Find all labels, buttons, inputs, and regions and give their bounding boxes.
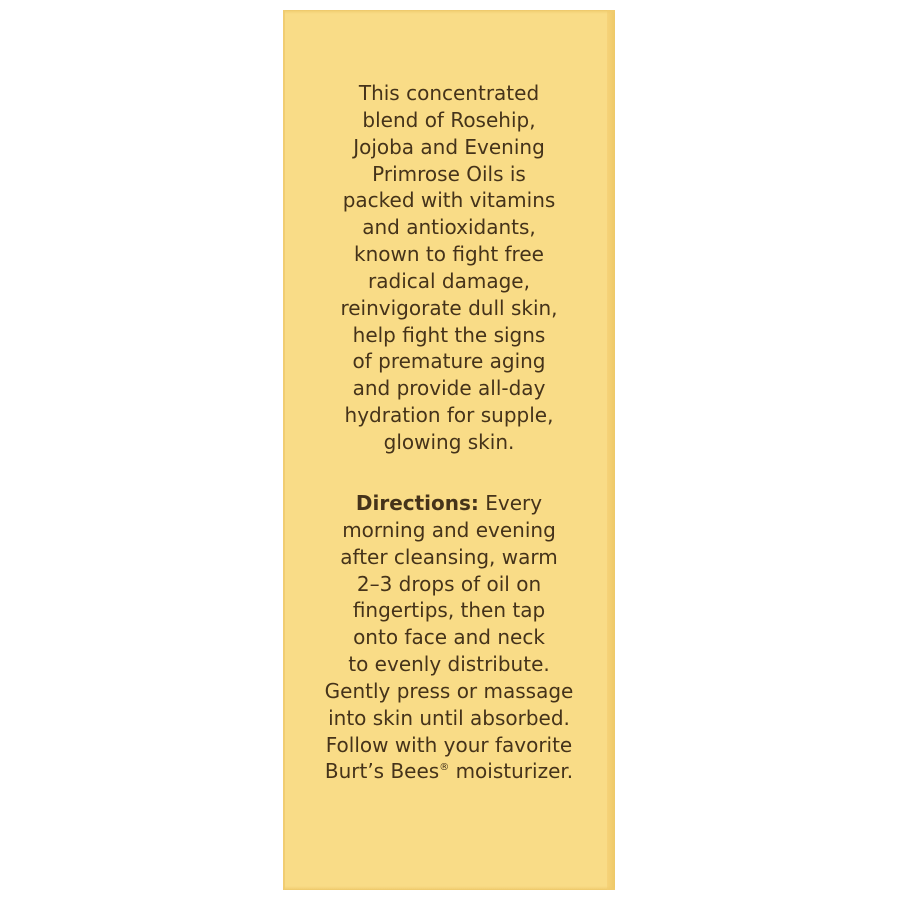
directions-last-line <box>283 758 615 785</box>
panel-top-edge <box>283 10 615 14</box>
directions-line: morning and evening <box>342 517 556 542</box>
description-line: radical damage, <box>368 268 530 293</box>
description-line: known to fight free <box>354 242 544 267</box>
description-line: packed with vitamins <box>342 188 556 213</box>
panel-bottom-edge <box>283 886 615 890</box>
description-line: Jojoba and Evening <box>353 134 545 159</box>
directions-line: Follow with your favorite <box>325 732 573 757</box>
directions-heading: Directions: <box>355 491 479 515</box>
description-line: and antioxidants, <box>362 215 536 240</box>
description-line: glowing skin. <box>383 429 515 454</box>
directions-line: after cleansing, warm <box>340 544 558 569</box>
description-line: help fight the signs <box>352 322 546 347</box>
description-line: This concentrated <box>358 81 540 105</box>
directions-line: 2–3 drops of oil on <box>356 571 542 596</box>
description-line: blend of Rosehip, <box>362 107 536 132</box>
registered-mark: ® <box>439 762 450 774</box>
description-line: Primrose Oils is <box>372 161 526 186</box>
description-line: reinvigorate dull skin, <box>340 295 558 320</box>
directions-line: fingertips, then tap <box>352 598 546 623</box>
package-side-panel <box>283 10 615 890</box>
description-line: of premature aging <box>352 349 546 374</box>
directions-first-line <box>283 490 615 517</box>
directions-line: onto face and neck <box>353 625 545 650</box>
description-line: and provide all-day <box>352 376 546 401</box>
directions-line: into skin until absorbed. <box>328 705 570 730</box>
brand-name: Burt’s Bees <box>324 759 440 784</box>
directions-line: to evenly distribute. <box>348 652 550 677</box>
directions-text: Every <box>478 491 543 515</box>
directions-line: Gently press or massage <box>324 678 574 703</box>
product-directions <box>283 490 615 785</box>
directions-text: moisturizer. <box>449 759 574 784</box>
description-line: hydration for supple, <box>344 403 554 428</box>
product-description <box>283 80 615 456</box>
